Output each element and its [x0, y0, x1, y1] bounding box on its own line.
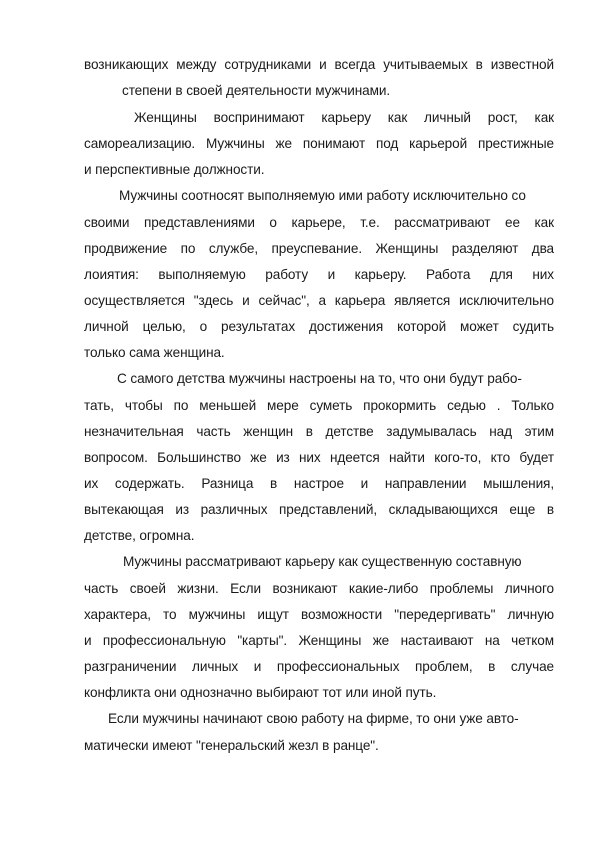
text-line: матически имеют "генеральский жезл в ранце".: [84, 738, 379, 753]
text-line: только сама женщина.: [84, 345, 225, 360]
text-line: степени в своей деятельности мужчинами.: [122, 83, 391, 98]
text-line: Если мужчины начинают свою работу на фирме, то они уже авто-: [108, 711, 519, 726]
text-line: разграничении личных и профессиональных проблем, в случае: [84, 659, 554, 674]
text-line: Мужчины рассматривают карьеру как существенную составную: [123, 554, 522, 569]
text-line: тать, чтобы по меньшей мере суметь прокормить седью . Только: [84, 398, 554, 413]
text-line: их содержать. Разница в настрое и направлении мышления,: [84, 476, 554, 491]
text-line: самореализацию. Мужчины же понимают под карьерой престижные: [84, 136, 554, 151]
text-line: личной целью, о результатах достижения которой может судить: [84, 319, 554, 334]
text-line: возникающих между сотрудниками и всегда учитываемых в известной: [84, 57, 554, 72]
text-line: осуществляется "здесь и сейчас", а карьера является исключительно: [84, 293, 554, 308]
text-line: своими представлениями о карьере, т.е. рассматривают ее как: [84, 215, 554, 230]
text-line: вопросом. Большинство же из них ндеется найти кого-то, кто будет: [84, 450, 554, 465]
text-line: конфликта они однозначно выбирают тот или иной путь.: [84, 685, 437, 700]
text-line: незначительная часть женщин в детстве задумывалась над этим: [84, 424, 554, 439]
text-line: характера, то мужчины ищут возможности "передергивать" личную: [84, 607, 554, 622]
text-line: лоиятия: выполняемую работу и карьеру. Работа для них: [84, 267, 554, 282]
text-line: вытекающая из различных представлений, складывающихся еще в: [84, 502, 554, 517]
text-line: продвижение по службе, преуспевание. Женщины разделяют два: [84, 241, 554, 256]
text-line: часть своей жизни. Если возникают какие-либо проблемы личного: [84, 581, 554, 596]
text-line: С самого детства мужчины настроены на то, что они будут рабо-: [117, 371, 522, 386]
text-line: и профессиональную "карты". Женщины же настаивают на четком: [84, 633, 554, 648]
text-line: детстве, огромна.: [84, 528, 195, 543]
text-line: Мужчины соотносят выполняемую ими работу исключительно со: [119, 188, 526, 203]
text-line: и перспективные должности.: [84, 162, 265, 177]
text-line: Женщины воспринимают карьеру как личный рост, как: [134, 110, 554, 125]
